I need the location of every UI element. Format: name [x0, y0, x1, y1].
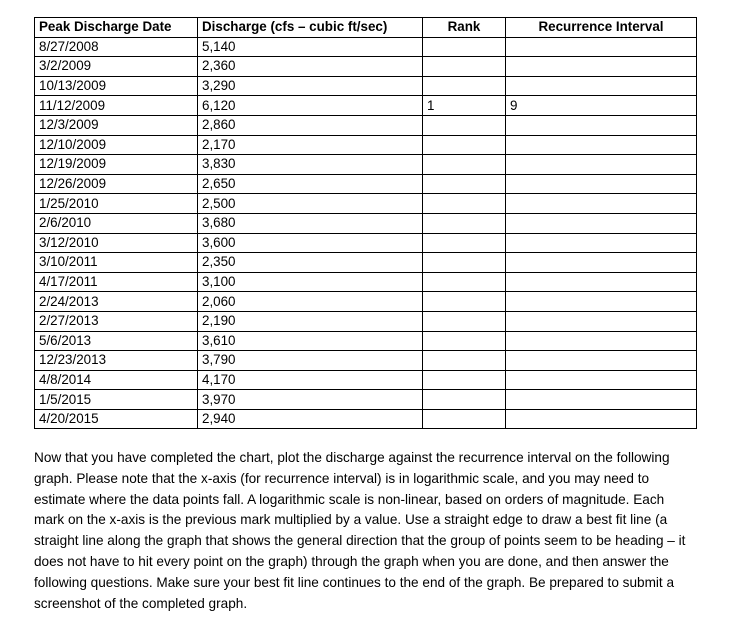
table-row [35, 135, 697, 155]
recurrence-interval-cell [506, 155, 697, 175]
date-cell: 3/10/2011 [35, 253, 198, 273]
recurrence-interval-cell [506, 272, 697, 292]
discharge-cell: 2,170 [198, 135, 423, 155]
rank-cell [423, 370, 506, 390]
rank-cell [423, 155, 506, 175]
table-row [35, 253, 697, 273]
recurrence-interval-cell [506, 409, 697, 429]
rank-cell [423, 174, 506, 194]
rank-cell [423, 135, 506, 155]
table-row [35, 370, 697, 390]
discharge-cell: 2,650 [198, 174, 423, 194]
date-cell: 2/6/2010 [35, 213, 198, 233]
rank-cell [423, 253, 506, 273]
date-cell: 2/27/2013 [35, 311, 198, 331]
header-peak-discharge-date: Peak Discharge Date [35, 18, 198, 38]
rank-cell [423, 351, 506, 371]
discharge-cell: 2,940 [198, 409, 423, 429]
table-row [35, 174, 697, 194]
discharge-cell: 3,290 [198, 76, 423, 96]
discharge-cell: 2,350 [198, 253, 423, 273]
discharge-table [34, 17, 697, 429]
date-cell: 1/5/2015 [35, 390, 198, 410]
rank-cell [423, 233, 506, 253]
discharge-cell: 2,500 [198, 194, 423, 214]
rank-cell [423, 213, 506, 233]
rank-cell [423, 311, 506, 331]
recurrence-interval-cell [506, 311, 697, 331]
recurrence-interval-cell: 9 [506, 96, 697, 116]
rank-cell [423, 115, 506, 135]
recurrence-interval-cell [506, 390, 697, 410]
discharge-cell: 2,190 [198, 311, 423, 331]
table-row [35, 311, 697, 331]
discharge-cell: 3,830 [198, 155, 423, 175]
date-cell: 12/10/2009 [35, 135, 198, 155]
rank-cell [423, 57, 506, 77]
table-row [35, 194, 697, 214]
table-row [35, 57, 697, 77]
discharge-cell: 3,100 [198, 272, 423, 292]
recurrence-interval-cell [506, 174, 697, 194]
table-row [35, 272, 697, 292]
date-cell: 12/26/2009 [35, 174, 198, 194]
table-body [35, 37, 697, 429]
rank-cell [423, 272, 506, 292]
discharge-cell: 4,170 [198, 370, 423, 390]
date-cell: 3/2/2009 [35, 57, 198, 77]
table-row [35, 96, 697, 116]
rank-cell [423, 194, 506, 214]
recurrence-interval-cell [506, 57, 697, 77]
date-cell: 4/8/2014 [35, 370, 198, 390]
recurrence-interval-cell [506, 37, 697, 57]
date-cell: 12/3/2009 [35, 115, 198, 135]
recurrence-interval-cell [506, 76, 697, 96]
date-cell: 4/20/2015 [35, 409, 198, 429]
table-row [35, 409, 697, 429]
discharge-cell: 3,970 [198, 390, 423, 410]
recurrence-interval-cell [506, 292, 697, 312]
rank-cell [423, 76, 506, 96]
header-recurrence-interval: Recurrence Interval [506, 18, 697, 38]
recurrence-interval-cell [506, 253, 697, 273]
date-cell: 4/17/2011 [35, 272, 198, 292]
discharge-cell: 3,610 [198, 331, 423, 351]
discharge-cell: 3,790 [198, 351, 423, 371]
rank-cell [423, 37, 506, 57]
table-row [35, 155, 697, 175]
date-cell: 10/13/2009 [35, 76, 198, 96]
table-row [35, 213, 697, 233]
date-cell: 5/6/2013 [35, 331, 198, 351]
rank-cell [423, 409, 506, 429]
recurrence-interval-cell [506, 115, 697, 135]
rank-cell [423, 292, 506, 312]
discharge-cell: 3,600 [198, 233, 423, 253]
rank-cell [423, 331, 506, 351]
discharge-cell: 2,860 [198, 115, 423, 135]
recurrence-interval-cell [506, 194, 697, 214]
table-header-row [35, 18, 697, 38]
table-row [35, 115, 697, 135]
recurrence-interval-cell [506, 233, 697, 253]
table-row [35, 331, 697, 351]
recurrence-interval-cell [506, 331, 697, 351]
discharge-cell: 2,060 [198, 292, 423, 312]
date-cell: 11/12/2009 [35, 96, 198, 116]
date-cell: 2/24/2013 [35, 292, 198, 312]
table-row [35, 37, 697, 57]
date-cell: 12/23/2013 [35, 351, 198, 371]
date-cell: 8/27/2008 [35, 37, 198, 57]
table-row [35, 292, 697, 312]
table-row [35, 76, 697, 96]
table-row [35, 351, 697, 371]
rank-cell [423, 390, 506, 410]
rank-cell: 1 [423, 96, 506, 116]
recurrence-interval-cell [506, 135, 697, 155]
recurrence-interval-cell [506, 213, 697, 233]
discharge-cell: 6,120 [198, 96, 423, 116]
discharge-cell: 2,360 [198, 57, 423, 77]
discharge-cell: 5,140 [198, 37, 423, 57]
table-row [35, 390, 697, 410]
instructions-paragraph: Now that you have completed the chart, plot the discharge against the recurrence interval on the following graph. Please note that the x-axis (for recurrence interval) is in logarithmic scale, and you may need to estimate where the data points fall. A logarithmic scale is non-linear, based on orders of magnitude. Each mark on the x-axis is the previous mark multiplied by a value. Use a straight edge to draw a best fit line (a straight line along the graph that shows the general direction that the group of points seem to be heading – it does not have to hit every point on the graph) through the graph when you are done, and then answer the following questions. Make sure your best fit line continues to the end of the graph. Be prepared to submit a screenshot of the completed graph. [34, 450, 686, 611]
date-cell: 3/12/2010 [35, 233, 198, 253]
discharge-cell: 3,680 [198, 213, 423, 233]
date-cell: 12/19/2009 [35, 155, 198, 175]
recurrence-interval-cell [506, 351, 697, 371]
header-discharge: Discharge (cfs – cubic ft/sec) [198, 18, 423, 38]
header-rank: Rank [423, 18, 506, 38]
date-cell: 1/25/2010 [35, 194, 198, 214]
recurrence-interval-cell [506, 370, 697, 390]
table-row [35, 233, 697, 253]
